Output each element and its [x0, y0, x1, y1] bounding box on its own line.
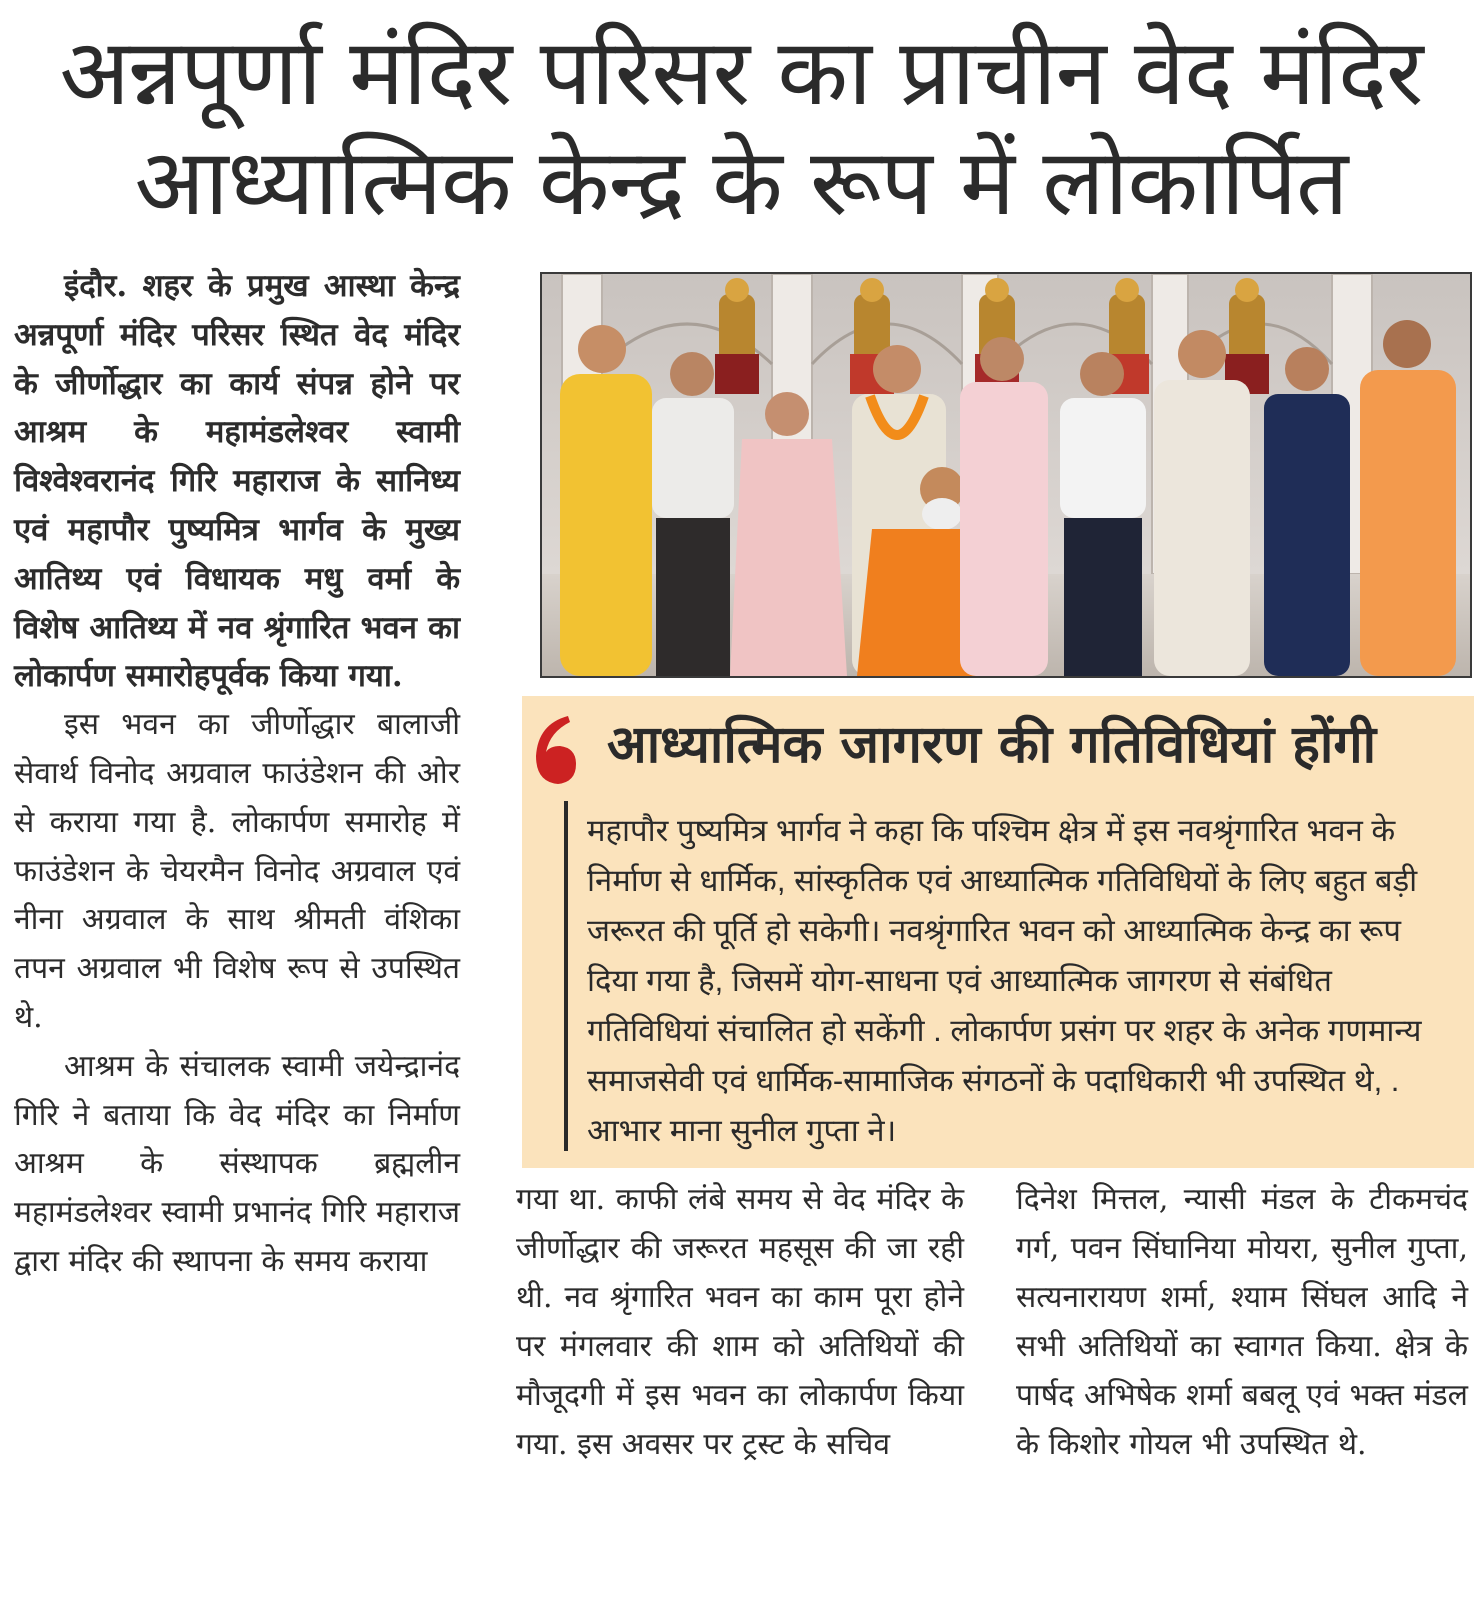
pull-quote-box [522, 696, 1474, 1168]
group-photo-illustration [542, 274, 1470, 676]
article-right-text: दिनेश मित्तल, न्यासी मंडल के टीकमचंद गर्ग, पवन सिंघानिया मोयरा, सुनील गुप्ता, सत्यनारायण शर्मा, श्याम सिंघल आदि ने सभी अतिथियों का स्वागत किया. क्षेत्र के पार्षद अभिषेक शर्मा बबलू एवं भक्त मंडल के किशोर गोयल भी उपस्थित थे. [1016, 1182, 1468, 1462]
quote-title: आध्यात्मिक जागरण की गतिविधियां होंगी [607, 715, 1377, 775]
article-left-column [14, 262, 460, 1287]
article-paragraph-2: इस भवन का जीर्णोद्धार बालाजी सेवार्थ विनोद अग्रवाल फाउंडेशन की ओर से कराया गया है. लोकार्पण समारोह में फाउंडेशन के चेयरमैन विनोद अग्रवाल एवं नीना अग्रवाल के साथ श्रीमती वंशिका तपन अग्रवाल भी विशेष रूप से उपस्थित थे. [14, 707, 460, 1035]
quote-mark-icon [528, 712, 584, 808]
article-lead-paragraph: इंदौर. शहर के प्रमुख आस्था केन्द्र अन्नपूर्णा मंदिर परिसर स्थित वेद मंदिर के जीर्णोद्धार का कार्य संपन्न होने पर आश्रम के महामंडलेश्वर स्वामी विश्वेश्वरानंद गिरि महाराज के सानिध्य एवं महापौर पुष्यमित्र भार्गव के मुख्य आतिथ्य एवं विधायक मधु वर्मा के विशेष आतिथ्य में नव श्रृंगारित भवन का लोकार्पण समारोहपूर्वक किया गया. [14, 268, 460, 695]
article-right-column [1016, 1175, 1468, 1469]
quote-body: महापौर पुष्यमित्र भार्गव ने कहा कि पश्चिम क्षेत्र में इस नवश्रृंगारित भवन के निर्माण से धार्मिक, सांस्कृतिक एवं आध्यात्मिक गतिविधियों के लिए बहुत बड़ी जरूरत की पूर्ति हो सकेगी। नवश्रृंगारित भवन को आध्यात्मिक केन्द्र का रूप दिया गया है, जिसमें योग-साधना एवं आध्यात्मिक जागरण से संबंधित गतिविधियां संचालित हो सकेंगी . लोकार्पण प्रसंग पर शहर के अनेक गणमान्य समाजसेवी एवं धार्मिक-सामाजिक संगठनों के पदाधिकारी भी उपस्थित थे, . आभार माना सुनील गुप्ता ने। [587, 813, 1422, 1148]
headline-line-2: आध्यात्मिक केन्द्र के रूप में लोकार्पित [134, 129, 1348, 236]
quote-rule [564, 801, 568, 1151]
article-paragraph-3: आश्रम के संचालक स्वामी जयेन्द्रानंद गिरि ने बताया कि वेद मंदिर का निर्माण आश्रम के संस्थापक ब्रह्मलीन महामंडलेश्वर स्वामी प्रभानंद गिरि महाराज द्वारा मंदिर की स्थापना के समय कराया [14, 1048, 460, 1279]
headline-line-1: अन्नपूर्णा मंदिर परिसर का प्राचीन वेद मंदिर [59, 19, 1423, 126]
article-middle-column [516, 1175, 964, 1469]
group-photo [540, 272, 1472, 678]
headline [0, 0, 1482, 250]
article-middle-text: गया था. काफी लंबे समय से वेद मंदिर के जीर्णोद्धार की जरूरत महसूस की जा रही थी. नव श्रृंगारित भवन का काम पूरा होने पर मंगलवार की शाम को अतिथियों की मौजूदगी में इस भवन का लोकार्पण किया गया. इस अवसर पर ट्रस्ट के सचिव [516, 1182, 964, 1462]
